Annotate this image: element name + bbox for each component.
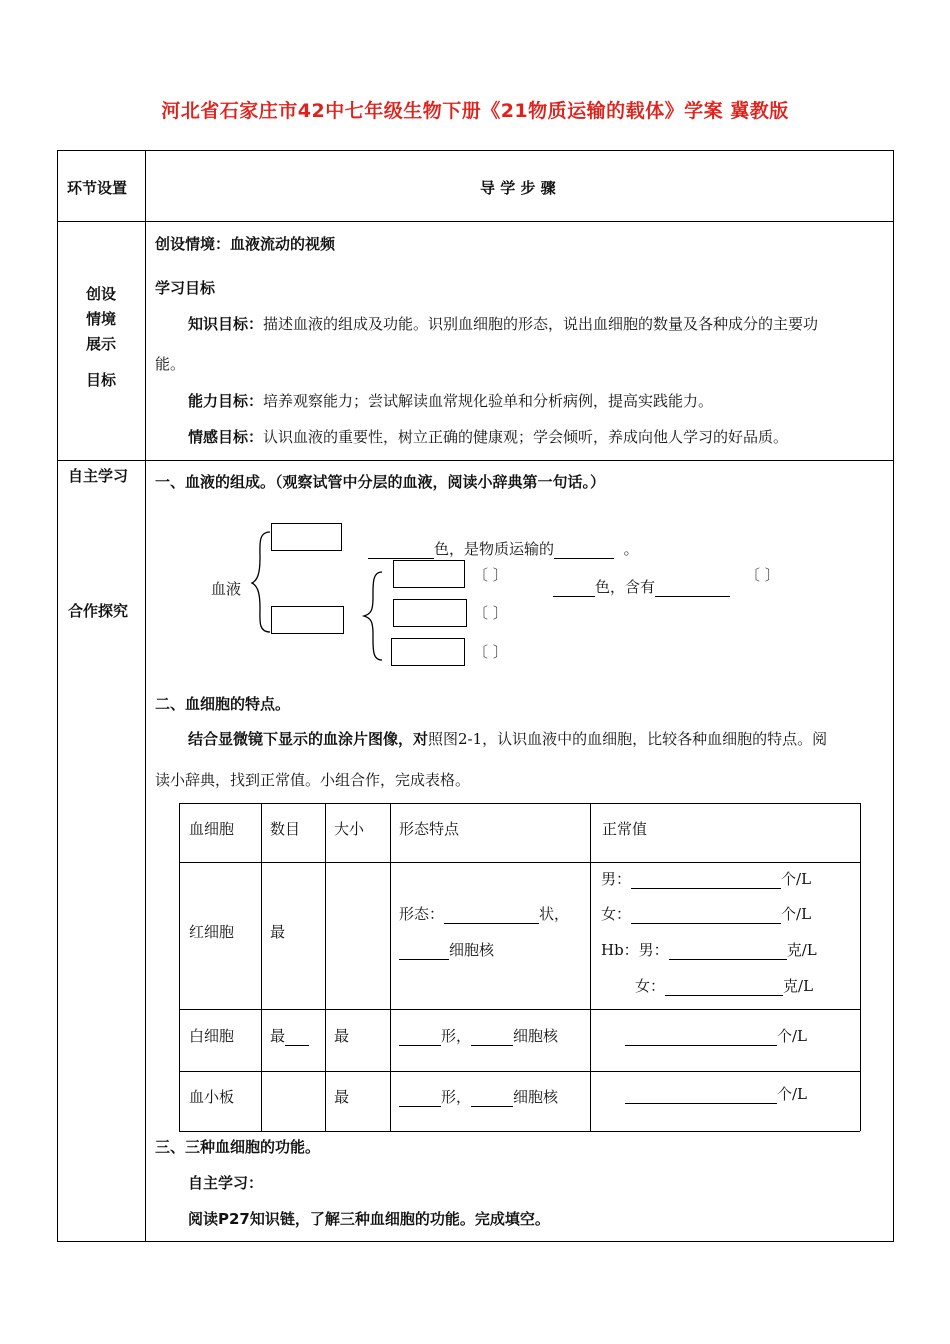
table-row-divider-1: [179, 862, 860, 863]
blood-cells-blank-box[interactable]: [271, 606, 344, 634]
plasma-function-blank[interactable]: [554, 540, 614, 559]
table-row-divider-3: [179, 1071, 860, 1072]
wbc-count-blank[interactable]: [285, 1027, 309, 1046]
table-header-normal: 正常值: [602, 820, 648, 838]
rbc-nucleus-blank[interactable]: [399, 941, 449, 960]
rbc-content-blank[interactable]: [655, 578, 730, 597]
rbc-shape-label: 形态：: [399, 905, 445, 923]
header-col-steps: 导 学 步 骤: [480, 179, 556, 197]
platelet-nucleus-text: 细胞核: [513, 1088, 559, 1106]
rbc-bracket: 〔 〕: [473, 566, 508, 584]
goals-heading: 学习目标: [155, 279, 216, 297]
table-border-top: [179, 803, 860, 804]
rbc-male-unit: 个/L: [781, 870, 812, 888]
rbc-desc-text: 色，含有: [595, 578, 656, 596]
rbc-female-blank[interactable]: [631, 905, 781, 924]
platelet-blank-box[interactable]: [391, 638, 465, 666]
rbc-female-label: 女：: [601, 905, 632, 923]
rbc-normal-male: [601, 868, 811, 889]
plasma-color-blank[interactable]: [368, 540, 434, 559]
wbc-shape: [399, 1025, 558, 1046]
table-col-line-1: [261, 803, 262, 1131]
wbc-size: 最: [334, 1027, 350, 1045]
rbc-blank-box[interactable]: [393, 560, 465, 588]
hb-female-blank[interactable]: [665, 977, 783, 996]
ability-goal-text: 培养观察能力；尝试解读血常规化验单和分析病例，提高实践能力。: [263, 392, 714, 410]
rbc-content-bracket: 〔 〕: [745, 566, 780, 584]
rbc-name: 红细胞: [189, 923, 235, 941]
wbc-nucleus-blank[interactable]: [471, 1027, 513, 1046]
plasma-description: [368, 538, 639, 559]
hb-male-blank[interactable]: [669, 941, 787, 960]
table-row-divider-2: [179, 1009, 860, 1010]
document-title: 河北省石家庄市42中七年级生物下册《21物质运输的载体》学案 冀教版: [161, 100, 789, 122]
emotion-goal-label: 情感目标：: [188, 428, 264, 446]
part2-paragraph: [188, 728, 827, 749]
wbc-normal-blank[interactable]: [625, 1027, 777, 1046]
part3-heading: 三、三种血细胞的功能。: [155, 1138, 321, 1156]
part2-heading: 二、血细胞的特点。: [155, 695, 291, 713]
self-study-heading: 自主学习：: [188, 1174, 264, 1192]
platelet-shape-blank[interactable]: [399, 1088, 441, 1107]
plasma-desc-end: 。: [623, 540, 639, 558]
hb-female-unit: 克/L: [783, 977, 814, 995]
ability-goal-label: 能力目标：: [188, 392, 264, 410]
hb-male-label: Hb：男：: [601, 941, 669, 959]
wbc-normal-unit: 个/L: [777, 1027, 808, 1045]
rbc-shape: [399, 903, 569, 924]
platelet-normal: [625, 1083, 807, 1104]
hb-female-label: 女：: [635, 977, 666, 995]
rbc-nucleus-text: 细胞核: [449, 941, 495, 959]
read-instruction: 阅读P27知识链，了解三种血细胞的功能。完成填空。: [188, 1210, 550, 1228]
part2-paragraph-bold: 结合显微镜下显示的血涂片图像，对: [188, 730, 429, 748]
table-header-count: 数目: [270, 820, 301, 838]
rbc-normal-female: [601, 903, 811, 924]
knowledge-goal-label: 知识目标：: [188, 315, 264, 333]
rbc-count: 最: [270, 923, 286, 941]
platelet-shape-text: 形，: [441, 1088, 472, 1106]
wbc-name: 白细胞: [189, 1027, 235, 1045]
part2-paragraph-cont: 读小辞典，找到正常值。小组合作，完成表格。: [155, 771, 471, 789]
table-col-line-2: [325, 803, 326, 1131]
wbc-normal: [625, 1025, 807, 1046]
rbc-male-blank[interactable]: [631, 870, 781, 889]
rbc-male-label: 男：: [601, 870, 632, 888]
stage-label-line3: 展示: [86, 335, 117, 353]
platelet-name: 血小板: [189, 1088, 235, 1106]
rbc-nucleus: [399, 939, 494, 960]
table-header-size: 大小: [334, 820, 365, 838]
table-col-line-3: [390, 803, 391, 1131]
platelet-normal-blank[interactable]: [625, 1085, 777, 1104]
wbc-shape-text: 形，: [441, 1027, 472, 1045]
scenario-text: 创设情境：血液流动的视频: [155, 235, 336, 253]
table-header-shape: 形态特点: [399, 820, 460, 838]
wbc-nucleus-text: 细胞核: [513, 1027, 559, 1045]
rbc-female-unit: 个/L: [781, 905, 812, 923]
plasma-desc-text: 色，是物质运输的: [434, 540, 555, 558]
part1-heading: 一、血液的组成。（观察试管中分层的血液，阅读小辞典第一句话。）: [155, 473, 606, 491]
table-col-line-5: [860, 803, 861, 1131]
rbc-shape-suffix: 状，: [539, 905, 570, 923]
stage-label-line4: 目标: [86, 371, 117, 389]
rbc-shape-blank[interactable]: [444, 905, 539, 924]
stage-label-line2: 情境: [86, 310, 117, 328]
table-col-line-4: [590, 803, 591, 1131]
platelet-nucleus-blank[interactable]: [471, 1088, 513, 1107]
knowledge-goal-text: 描述血液的组成及功能。识别血细胞的形态，说出血细胞的数量及各种成分的主要功: [263, 315, 819, 333]
knowledge-goal-cont: 能。: [155, 355, 186, 373]
wbc-bracket: 〔 〕: [473, 604, 508, 622]
platelet-bracket: 〔 〕: [473, 643, 508, 661]
stage-label-line1: 创设: [86, 285, 117, 303]
blood-label: 血液: [211, 580, 242, 598]
platelet-size: 最: [334, 1088, 350, 1106]
platelet-normal-unit: 个/L: [777, 1085, 808, 1103]
hb-normal-male: [601, 939, 817, 960]
platelet-shape: [399, 1086, 558, 1107]
table-border-bottom: [179, 1131, 860, 1132]
hb-male-unit: 克/L: [786, 941, 817, 959]
table-col-line-0: [179, 803, 180, 1131]
plasma-blank-box[interactable]: [271, 523, 342, 551]
wbc-blank-box[interactable]: [393, 599, 467, 627]
header-col-stage: 环节设置: [67, 179, 128, 197]
self-study-label: 自主学习: [68, 467, 129, 485]
wbc-count: [270, 1025, 309, 1046]
wbc-count-text: 最: [270, 1027, 286, 1045]
rbc-description: [553, 576, 730, 597]
part2-paragraph-rest: 照图2-1，认识血液中的血细胞，比较各种血细胞的特点。阅: [428, 730, 828, 748]
table-header-cell: 血细胞: [189, 820, 235, 838]
hb-normal-female: [635, 975, 813, 996]
cooperation-label: 合作探究: [68, 602, 129, 620]
emotion-goal-text: 认识血液的重要性，树立正确的健康观；学会倾听，养成向他人学习的好品质。: [263, 428, 789, 446]
rbc-color-blank[interactable]: [553, 578, 595, 597]
wbc-shape-blank[interactable]: [399, 1027, 441, 1046]
